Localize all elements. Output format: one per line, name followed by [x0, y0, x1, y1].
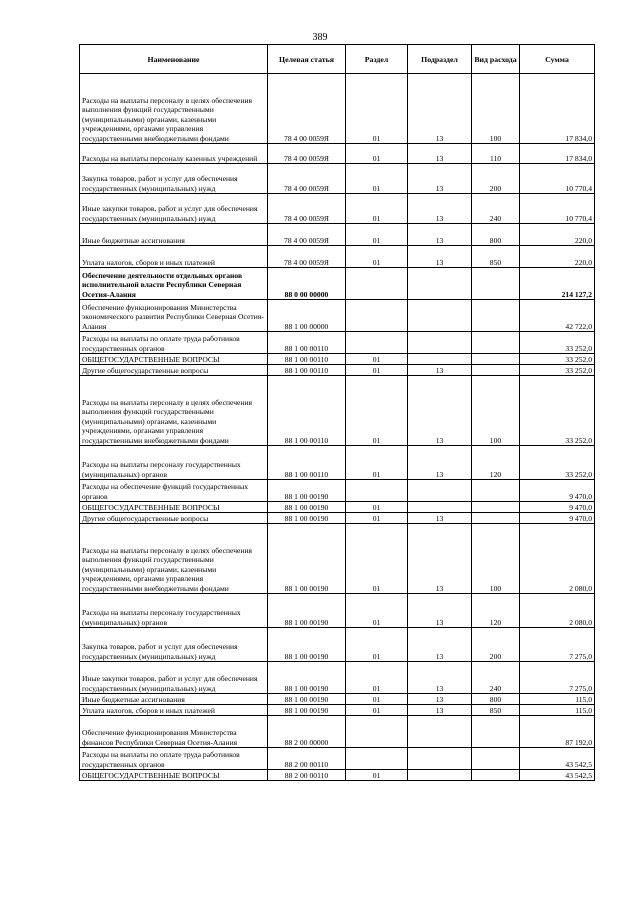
cell-type	[472, 748, 520, 770]
cell-name: Расходы на выплаты персоналу казенных учреждений	[80, 144, 268, 164]
cell-section: 01	[346, 502, 408, 513]
cell-name: Другие общегосударственные вопросы	[80, 513, 268, 524]
cell-sum: 87 192,0	[520, 716, 595, 748]
cell-subsection: 13	[408, 594, 472, 628]
cell-sum: 43 542,5	[520, 770, 595, 781]
cell-section: 01	[346, 524, 408, 594]
cell-name: Обеспечение функционирования Министерства финансов Республики Северная Осетия-Алания	[80, 716, 268, 748]
cell-section	[346, 480, 408, 502]
cell-subsection: 13	[408, 662, 472, 694]
cell-target: 88 2 00 00110	[268, 748, 346, 770]
cell-subsection: 13	[408, 224, 472, 246]
cell-name: Уплата налогов, сборов и иных платежей	[80, 705, 268, 716]
cell-type	[472, 716, 520, 748]
cell-sum: 42 722,0	[520, 300, 595, 332]
cell-name: Иные закупки товаров, работ и услуг для обеспечения государственных (муниципальных) нужд	[80, 662, 268, 694]
table-row	[80, 268, 595, 300]
cell-sum: 214 127,2	[520, 268, 595, 300]
cell-name: Расходы на обеспечение функций государственных органов	[80, 480, 268, 502]
cell-type: 100	[472, 74, 520, 144]
cell-type	[472, 480, 520, 502]
cell-type	[472, 332, 520, 354]
cell-type	[472, 268, 520, 300]
cell-name: Расходы на выплаты персоналу в целях обеспечения выполнения функций государственными (муниципальными) органами, казенными учреждениями, органами управления государственными внебюджетными фондами	[80, 74, 268, 144]
cell-subsection	[408, 748, 472, 770]
table-row	[80, 164, 595, 194]
cell-target: 88 1 00 00190	[268, 705, 346, 716]
table-row	[80, 480, 595, 502]
cell-target: 78 4 00 0059Я	[268, 246, 346, 268]
cell-subsection: 13	[408, 144, 472, 164]
cell-name: Закупка товаров, работ и услуг для обеспечения государственных (муниципальных) нужд	[80, 164, 268, 194]
cell-section	[346, 716, 408, 748]
cell-sum: 10 770,4	[520, 164, 595, 194]
cell-section	[346, 332, 408, 354]
cell-subsection: 13	[408, 376, 472, 446]
cell-subsection	[408, 480, 472, 502]
table-row	[80, 446, 595, 480]
cell-sum: 2 080,0	[520, 524, 595, 594]
cell-subsection: 13	[408, 194, 472, 224]
cell-type	[472, 770, 520, 781]
cell-sum: 7 275,0	[520, 662, 595, 694]
cell-target: 88 1 00 00190	[268, 502, 346, 513]
cell-target: 88 1 00 00110	[268, 354, 346, 365]
cell-type	[472, 354, 520, 365]
col-header-name: Наименование	[80, 45, 268, 74]
cell-sum: 17 834,0	[520, 74, 595, 144]
cell-sum: 33 252,0	[520, 365, 595, 376]
cell-section: 01	[346, 770, 408, 781]
cell-subsection: 13	[408, 164, 472, 194]
cell-target: 78 4 00 0059Я	[268, 74, 346, 144]
table-row	[80, 705, 595, 716]
cell-section: 01	[346, 365, 408, 376]
cell-target: 78 4 00 0059Я	[268, 164, 346, 194]
cell-name: Закупка товаров, работ и услуг для обеспечения государственных (муниципальных) нужд	[80, 628, 268, 662]
table-row	[80, 194, 595, 224]
cell-section: 01	[346, 628, 408, 662]
cell-type	[472, 502, 520, 513]
table-row	[80, 144, 595, 164]
cell-sum: 9 470,0	[520, 502, 595, 513]
cell-target: 88 1 00 00190	[268, 594, 346, 628]
cell-name: Иные бюджетные ассигнования	[80, 224, 268, 246]
cell-type	[472, 300, 520, 332]
cell-type: 200	[472, 628, 520, 662]
table-row	[80, 300, 595, 332]
budget-table	[79, 44, 595, 781]
cell-target: 88 1 00 00190	[268, 524, 346, 594]
cell-subsection	[408, 354, 472, 365]
cell-section: 01	[346, 194, 408, 224]
table-row	[80, 513, 595, 524]
table-header	[80, 45, 595, 74]
cell-sum: 33 252,0	[520, 332, 595, 354]
table-row	[80, 694, 595, 705]
cell-subsection	[408, 716, 472, 748]
cell-name: Расходы на выплаты по оплате труда работников государственных органов	[80, 332, 268, 354]
cell-section: 01	[346, 694, 408, 705]
col-header-subsection: Подраздел	[408, 45, 472, 74]
table-row	[80, 246, 595, 268]
cell-type: 120	[472, 446, 520, 480]
cell-target: 88 1 00 00190	[268, 662, 346, 694]
cell-target: 88 1 00 00110	[268, 332, 346, 354]
cell-name: Обеспечение функционирования Министерства экономического развития Республики Северная Осетия-Алания	[80, 300, 268, 332]
cell-target: 88 0 00 00000	[268, 268, 346, 300]
table-row	[80, 332, 595, 354]
table-body	[80, 74, 595, 781]
col-header-section: Раздел	[346, 45, 408, 74]
cell-type: 800	[472, 224, 520, 246]
cell-subsection	[408, 770, 472, 781]
cell-type: 800	[472, 694, 520, 705]
cell-subsection	[408, 268, 472, 300]
cell-section: 01	[346, 164, 408, 194]
cell-subsection: 13	[408, 694, 472, 705]
cell-target: 88 1 00 00190	[268, 480, 346, 502]
cell-section: 01	[346, 246, 408, 268]
cell-subsection: 13	[408, 513, 472, 524]
cell-type: 850	[472, 705, 520, 716]
table-row	[80, 224, 595, 246]
cell-sum: 10 770,4	[520, 194, 595, 224]
cell-name: Расходы на выплаты персоналу государственных (муниципальных) органов	[80, 594, 268, 628]
cell-subsection: 13	[408, 246, 472, 268]
cell-name: ОБЩЕГОСУДАРСТВЕННЫЕ ВОПРОСЫ	[80, 502, 268, 513]
cell-sum: 220,0	[520, 246, 595, 268]
cell-section	[346, 300, 408, 332]
cell-name: Расходы на выплаты персоналу в целях обеспечения выполнения функций государственными (муниципальными) органами, казенными учреждениями, органами управления государственными внебюджетными фондами	[80, 524, 268, 594]
cell-section: 01	[346, 376, 408, 446]
cell-section: 01	[346, 705, 408, 716]
table-row	[80, 74, 595, 144]
cell-type	[472, 365, 520, 376]
cell-name: Иные бюджетные ассигнования	[80, 694, 268, 705]
cell-sum: 17 834,0	[520, 144, 595, 164]
cell-subsection	[408, 332, 472, 354]
cell-section: 01	[346, 74, 408, 144]
cell-section: 01	[346, 513, 408, 524]
cell-section	[346, 268, 408, 300]
cell-target: 88 2 00 00000	[268, 716, 346, 748]
cell-subsection: 13	[408, 446, 472, 480]
cell-name: Расходы на выплаты персоналу государственных (муниципальных) органов	[80, 446, 268, 480]
cell-subsection: 13	[408, 628, 472, 662]
cell-sum: 33 252,0	[520, 354, 595, 365]
cell-sum: 9 470,0	[520, 480, 595, 502]
col-header-target: Целевая статья	[268, 45, 346, 74]
cell-sum: 115,0	[520, 705, 595, 716]
cell-sum: 43 542,5	[520, 748, 595, 770]
cell-name: ОБЩЕГОСУДАРСТВЕННЫЕ ВОПРОСЫ	[80, 770, 268, 781]
cell-type: 100	[472, 524, 520, 594]
cell-name: Обеспечение деятельности отдельных органов исполнительной власти Республики Северная Осетия-Алания	[80, 268, 268, 300]
cell-type: 100	[472, 376, 520, 446]
cell-type: 200	[472, 164, 520, 194]
cell-name: ОБЩЕГОСУДАРСТВЕННЫЕ ВОПРОСЫ	[80, 354, 268, 365]
cell-sum: 115,0	[520, 694, 595, 705]
table-row	[80, 662, 595, 694]
cell-subsection: 13	[408, 524, 472, 594]
cell-target: 88 1 00 00000	[268, 300, 346, 332]
cell-type	[472, 513, 520, 524]
cell-type: 110	[472, 144, 520, 164]
cell-section: 01	[346, 144, 408, 164]
cell-sum: 33 252,0	[520, 446, 595, 480]
cell-sum: 7 275,0	[520, 628, 595, 662]
table-row	[80, 376, 595, 446]
cell-name: Расходы на выплаты по оплате труда работников государственных органов	[80, 748, 268, 770]
cell-section: 01	[346, 224, 408, 246]
cell-target: 88 1 00 00190	[268, 628, 346, 662]
cell-target: 88 1 00 00110	[268, 365, 346, 376]
table-row	[80, 628, 595, 662]
cell-section: 01	[346, 662, 408, 694]
cell-target: 78 4 00 0059Я	[268, 224, 346, 246]
cell-target: 88 1 00 00190	[268, 513, 346, 524]
table-row	[80, 354, 595, 365]
cell-type: 120	[472, 594, 520, 628]
table-row	[80, 594, 595, 628]
cell-target: 88 1 00 00110	[268, 376, 346, 446]
cell-section	[346, 748, 408, 770]
cell-target: 88 1 00 00110	[268, 446, 346, 480]
cell-type: 850	[472, 246, 520, 268]
cell-sum: 9 470,0	[520, 513, 595, 524]
cell-section: 01	[346, 446, 408, 480]
cell-section: 01	[346, 354, 408, 365]
cell-name: Иные закупки товаров, работ и услуг для обеспечения государственных (муниципальных) нужд	[80, 194, 268, 224]
cell-name: Уплата налогов, сборов и иных платежей	[80, 246, 268, 268]
cell-section: 01	[346, 594, 408, 628]
cell-name: Другие общегосударственные вопросы	[80, 365, 268, 376]
col-header-sum: Сумма	[520, 45, 595, 74]
table-row	[80, 365, 595, 376]
cell-subsection	[408, 300, 472, 332]
cell-target: 88 2 00 00110	[268, 770, 346, 781]
table-row	[80, 748, 595, 770]
cell-target: 88 1 00 00190	[268, 694, 346, 705]
table-row	[80, 502, 595, 513]
cell-type: 240	[472, 662, 520, 694]
table-row	[80, 524, 595, 594]
cell-subsection: 13	[408, 705, 472, 716]
cell-subsection: 13	[408, 365, 472, 376]
cell-sum: 220,0	[520, 224, 595, 246]
header-row	[80, 45, 595, 74]
table-row	[80, 716, 595, 748]
cell-sum: 33 252,0	[520, 376, 595, 446]
cell-subsection	[408, 502, 472, 513]
cell-subsection: 13	[408, 74, 472, 144]
col-header-type: Вид расхода	[472, 45, 520, 74]
cell-sum: 2 080,0	[520, 594, 595, 628]
cell-target: 78 4 00 0059Я	[268, 194, 346, 224]
cell-name: Расходы на выплаты персоналу в целях обеспечения выполнения функций государственными (муниципальными) органами, казенными учреждениями, органами управления государственными внебюджетными фондами	[80, 376, 268, 446]
cell-target: 78 4 00 0059Я	[268, 144, 346, 164]
table-row	[80, 770, 595, 781]
cell-type: 240	[472, 194, 520, 224]
page-number: 389	[312, 32, 328, 43]
